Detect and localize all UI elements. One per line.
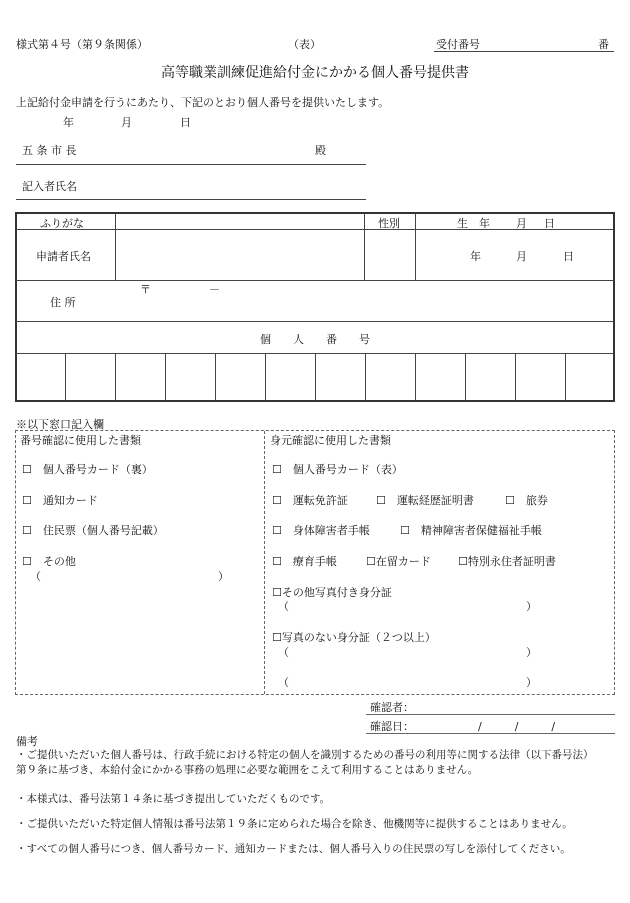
my-number-digit-box[interactable] <box>66 354 115 400</box>
my-number-digit-box[interactable] <box>566 354 613 400</box>
receipt-number-label: 受付番号 <box>436 38 480 51</box>
no-photo-paren-open-2: （ <box>278 676 289 689</box>
honorific: 殿 <box>315 144 326 157</box>
postal-mark: 〒 <box>140 283 151 296</box>
form-side: （表） <box>288 38 321 51</box>
check-notification-card[interactable]: ☐ 通知カード <box>22 494 98 507</box>
confirmer-field[interactable] <box>366 714 615 715</box>
filler-name-field[interactable] <box>16 199 366 200</box>
my-number-digit-box[interactable] <box>266 354 315 400</box>
my-number-digit-box[interactable] <box>166 354 215 400</box>
receipt-number-unit: 番 <box>598 38 609 51</box>
intro-text: 上記給付金申請を行うにあたり、下記のとおり個人番号を提供いたします。 <box>16 96 390 109</box>
filler-name-label: 記入者氏名 <box>22 180 77 193</box>
gender-field[interactable] <box>365 231 414 279</box>
page-title: 高等職業訓練促進給付金にかかる個人番号提供書 <box>161 65 469 81</box>
other-paren-open: （ <box>30 570 41 583</box>
furigana-label: ふりがな <box>40 217 84 230</box>
table-col-3 <box>415 213 416 280</box>
photo-id-paren-open: （ <box>278 600 289 613</box>
postal-dash: － <box>209 283 220 296</box>
office-divider <box>264 431 265 694</box>
check-rehabilitation-book[interactable]: ☐ 療育手帳 <box>272 555 337 568</box>
no-photo-paren-open-1: （ <box>278 646 289 659</box>
confirm-date-line <box>366 733 615 734</box>
addressee: 五 条 市 長 <box>22 144 77 157</box>
check-number-other[interactable]: ☐ その他 <box>22 555 76 568</box>
my-number-digit-box[interactable] <box>416 354 465 400</box>
birth-label-month: 月 <box>516 217 527 230</box>
my-number-label: 個 人 番 号 <box>260 333 370 346</box>
table-rule-3 <box>16 321 614 322</box>
birth-day: 日 <box>563 250 574 263</box>
check-passport[interactable]: ☐ 旅券 <box>505 494 548 507</box>
check-other-photo-id[interactable]: ☐その他写真付き身分証 <box>272 586 392 599</box>
birth-label-day: 日 <box>544 217 555 230</box>
note-3: ・ご提供いただいた特定個人情報は番号法第１９条に定められた場合を除き、他機関等に提供することはありません。 <box>16 818 573 830</box>
check-drivers-license[interactable]: ☐ 運転免許証 <box>272 494 348 507</box>
number-docs-heading: 番号確認に使用した書類 <box>20 434 141 447</box>
address-label: 住 所 <box>50 296 76 309</box>
confirmer-label: 確認者： <box>370 701 414 714</box>
my-number-digit-box[interactable] <box>16 354 65 400</box>
check-physical-disability-book[interactable]: ☐ 身体障害者手帳 <box>272 524 370 537</box>
note-4: ・すべての個人番号につき、個人番号カード、通知カードまたは、個人番号入りの住民票の写しを添付してください。 <box>16 843 571 855</box>
no-photo-paren-close-2: ） <box>526 676 537 689</box>
addressee-line <box>16 164 366 165</box>
date-day: 日 <box>180 116 191 129</box>
office-section-label: ※以下窓口記入欄 <box>16 418 104 431</box>
address-field[interactable] <box>116 282 612 320</box>
my-number-digit-box[interactable] <box>116 354 165 400</box>
confirm-date-label: 確認日： <box>370 720 414 733</box>
check-number-card-front[interactable]: ☐ 個人番号カード（表） <box>272 463 403 476</box>
no-photo-paren-close-1: ） <box>526 646 537 659</box>
birth-month: 月 <box>516 250 527 263</box>
date-year: 年 <box>63 116 74 129</box>
table-rule-2 <box>16 280 614 281</box>
birth-year: 年 <box>470 250 481 263</box>
my-number-digit-box[interactable] <box>216 354 265 400</box>
other-paren-close: ） <box>218 570 229 583</box>
note-1-cont: 第９条に基づき、本給付金にかかる事務の処理に必要な範囲をこえて利用することはありません。 <box>16 764 479 776</box>
form-number: 様式第４号（第９条関係） <box>16 38 148 51</box>
applicant-name-field[interactable] <box>116 231 362 279</box>
furigana-field[interactable] <box>116 214 362 228</box>
gender-label: 性別 <box>378 217 400 230</box>
check-mental-disability-book[interactable]: ☐ 精神障害者保健福祉手帳 <box>400 524 542 537</box>
check-special-permanent-resident[interactable]: ☐特別永住者証明書 <box>458 555 556 568</box>
check-number-card-back[interactable]: ☐ 個人番号カード（裏） <box>22 463 153 476</box>
birth-label-year: 生 年 <box>457 217 490 230</box>
photo-id-paren-close: ） <box>526 600 537 613</box>
my-number-digit-box[interactable] <box>366 354 415 400</box>
my-number-digit-box[interactable] <box>316 354 365 400</box>
my-number-digit-box[interactable] <box>516 354 565 400</box>
check-driving-record[interactable]: ☐ 運転経歴証明書 <box>376 494 474 507</box>
check-residence-card[interactable]: ☐在留カード <box>366 555 431 568</box>
check-no-photo-id[interactable]: ☐写真のない身分証（２つ以上） <box>272 631 436 644</box>
my-number-digit-box[interactable] <box>466 354 515 400</box>
check-resident-record[interactable]: ☐ 住民票（個人番号記載） <box>22 524 164 537</box>
date-month: 月 <box>121 116 132 129</box>
note-1: ・ご提供いただいた個人番号は、行政手続における特定の個人を識別するための番号の利用等に関する法律（以下番号法） <box>16 749 594 761</box>
notes-heading: 備考 <box>16 735 38 748</box>
id-docs-heading: 身元確認に使用した書類 <box>270 434 391 447</box>
applicant-name-label: 申請者氏名 <box>36 250 91 263</box>
receipt-number-field[interactable] <box>434 51 614 52</box>
confirm-date-slashes[interactable]: / / / <box>478 720 556 733</box>
note-2: ・本様式は、番号法第１４条に基づき提出していただくものです。 <box>16 793 331 805</box>
